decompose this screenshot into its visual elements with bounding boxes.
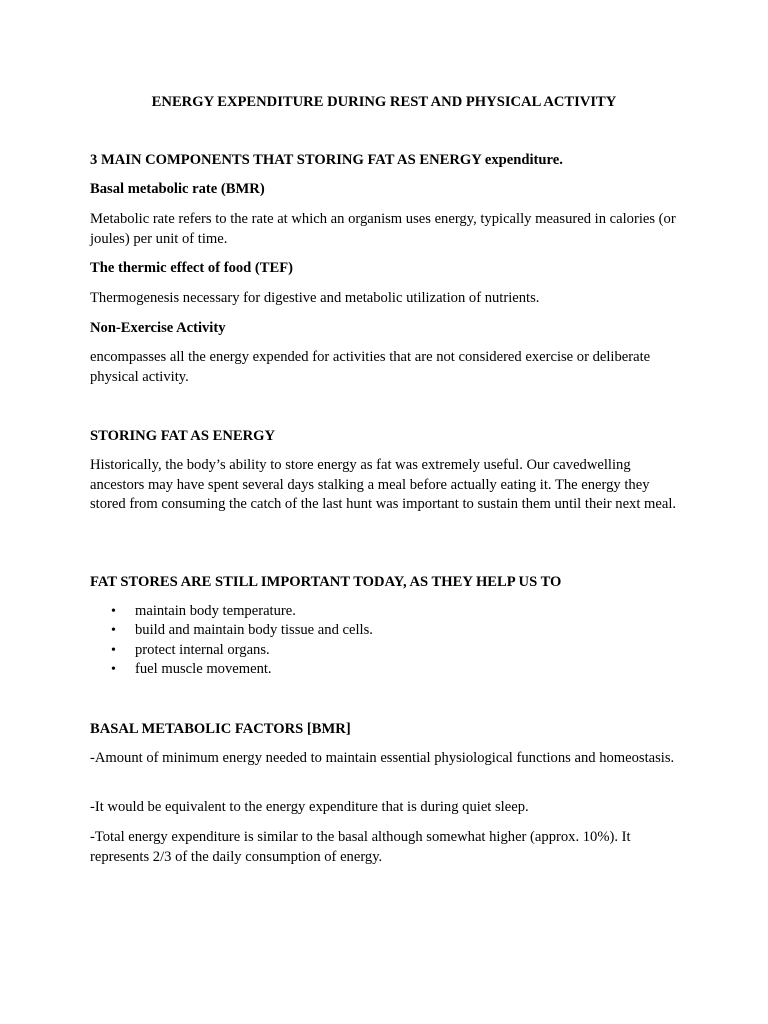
list-item-text: fuel muscle movement. xyxy=(135,660,272,677)
list-item xyxy=(90,660,682,679)
list-item-text: maintain body temperature. xyxy=(135,603,296,619)
bullet-icon: • xyxy=(111,661,116,677)
bmr-paragraph: Metabolic rate refers to the rate at which an organism uses energy, typically measured in calories (or joules) per unit of time. xyxy=(90,211,676,247)
list-item-text: build and maintain body tissue and cells. xyxy=(135,622,373,639)
fat-stores-heading: FAT STORES ARE STILL IMPORTANT TODAY, AS THEY HELP US TO xyxy=(90,574,562,590)
components-heading: 3 MAIN COMPONENTS THAT STORING FAT AS ENERGY expenditure. xyxy=(90,152,563,168)
tef-paragraph: Thermogenesis necessary for digestive and metabolic utilization of nutrients. xyxy=(90,290,540,306)
neat-paragraph: encompasses all the energy expended for activities that are not considered exercise or deliberate physical activity. xyxy=(90,349,651,385)
bmr-factors-paragraph-2: -It would be equivalent to the energy expenditure that is during quiet sleep. xyxy=(90,799,529,815)
storing-heading: STORING FAT AS ENERGY xyxy=(90,428,276,444)
fat-stores-list xyxy=(90,602,682,679)
list-item xyxy=(90,641,682,660)
bmr-heading: Basal metabolic rate (BMR) xyxy=(90,181,265,197)
list-item xyxy=(90,621,682,640)
bmr-factors-paragraph-1: -Amount of minimum energy needed to maintain essential physiological functions and homeostasis. xyxy=(90,750,675,766)
bullet-icon: • xyxy=(111,604,116,619)
document-title: ENERGY EXPENDITURE DURING REST AND PHYSICAL ACTIVITY xyxy=(151,94,617,110)
neat-heading: Non-Exercise Activity xyxy=(90,320,226,336)
bmr-factors-paragraph-3: -Total energy expenditure is similar to the basal although somewhat higher (approx. 10%). It represents 2/3 of the daily consumption of energy. xyxy=(90,829,631,865)
bullet-icon: • xyxy=(111,623,116,639)
bullet-icon: • xyxy=(111,642,116,658)
storing-paragraph: Historically, the body’s ability to store energy as fat was extremely useful. Our cavedwelling ancestors may have spent several days stalking a meal before actually eating it. The energy they stored from consuming the catch of the last hunt was important to sustain them until their next meal. xyxy=(90,457,677,512)
bmr-factors-heading: BASAL METABOLIC FACTORS [BMR] xyxy=(90,721,351,737)
tef-heading: The thermic effect of food (TEF) xyxy=(90,260,294,276)
list-item xyxy=(90,602,682,621)
list-item-text: protect internal organs. xyxy=(135,641,270,658)
